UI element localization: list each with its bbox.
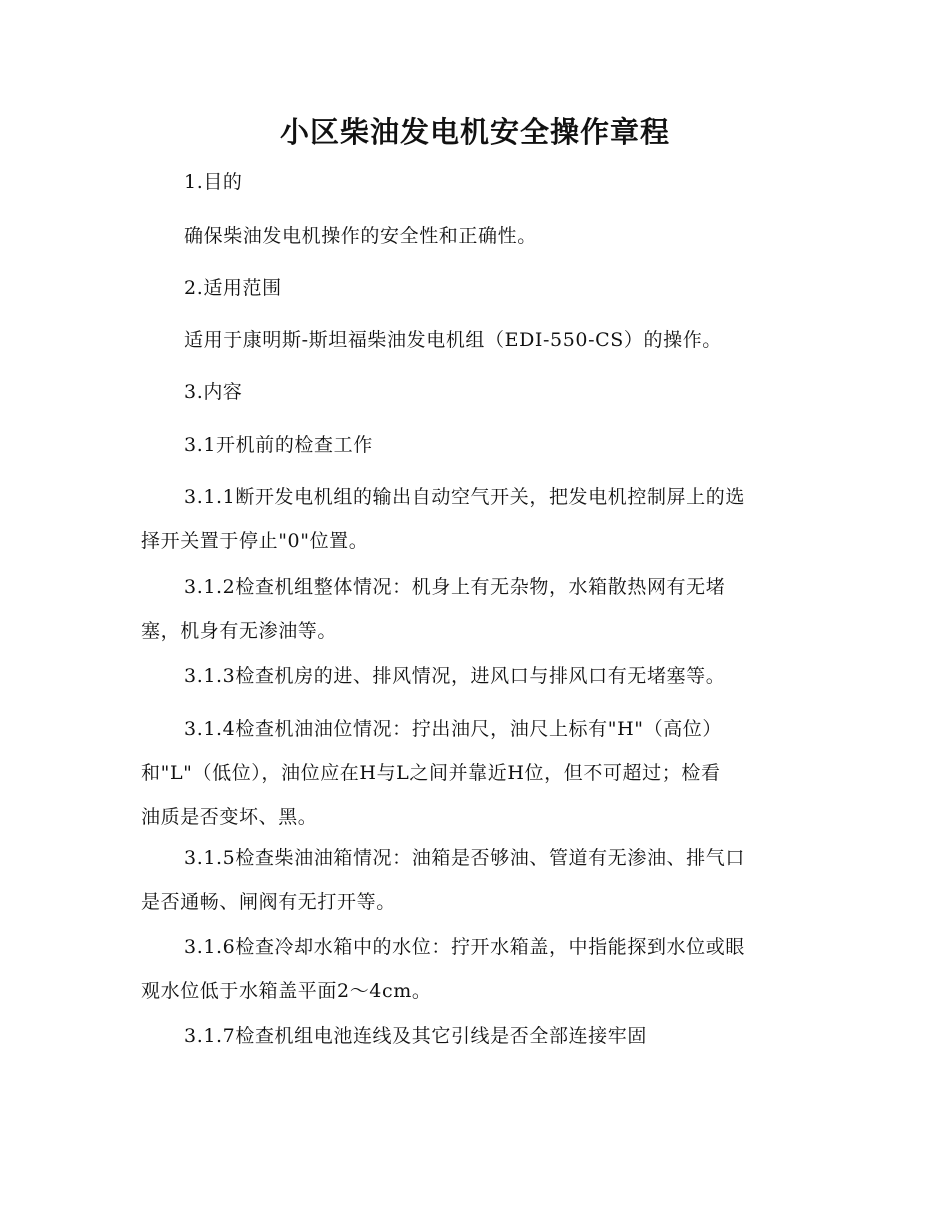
subsection-heading: 3.1开机前的检查工作 bbox=[184, 434, 373, 456]
list-item-line: 3.1.6检查冷却水箱中的水位：拧开水箱盖，中指能探到水位或眼 bbox=[184, 936, 745, 958]
document-title: 小区柴油发电机安全操作章程 bbox=[279, 115, 670, 149]
list-item-3-1-7 bbox=[141, 1014, 811, 1058]
section-content-heading: 3.内容 bbox=[184, 381, 243, 403]
list-item-3-1-1 bbox=[141, 475, 811, 563]
list-item-line: 3.1.3检查机房的进、排风情况，进风口与排风口有无堵塞等。 bbox=[184, 665, 726, 687]
list-item-line: 油质是否变坏、黑。 bbox=[141, 806, 318, 828]
list-item-line: 3.1.1断开发电机组的输出自动空气开关，把发电机控制屏上的选 bbox=[184, 486, 745, 508]
list-item-line: 择开关置于停止"0"位置。 bbox=[141, 530, 369, 552]
section-scope-text: 适用于康明斯-斯坦福柴油发电机组（EDI-550-CS）的操作。 bbox=[184, 329, 722, 351]
section-scope-heading: 2.适用范围 bbox=[184, 277, 282, 299]
list-item-line: 3.1.5检查柴油油箱情况：油箱是否够油、管道有无渗油、排气口 bbox=[184, 847, 745, 869]
list-item-3-1-4 bbox=[141, 707, 811, 839]
list-item-line: 和"L"（低位），油位应在H与L之间并靠近H位，但不可超过；检看 bbox=[141, 762, 721, 784]
list-item-line: 3.1.7检查机组电池连线及其它引线是否全部连接牢固 bbox=[184, 1025, 647, 1047]
list-item-line: 是否通畅、闸阀有无打开等。 bbox=[141, 891, 396, 913]
section-purpose-text: 确保柴油发电机操作的安全性和正确性。 bbox=[184, 225, 537, 247]
list-item-line: 3.1.2检查机组整体情况：机身上有无杂物，水箱散热网有无堵 bbox=[184, 576, 726, 598]
list-item-3-1-5 bbox=[141, 836, 811, 924]
list-item-line: 观水位低于水箱盖平面2～4cm。 bbox=[141, 980, 432, 1002]
list-item-3-1-2 bbox=[141, 565, 811, 653]
list-item-line: 塞，机身有无渗油等。 bbox=[141, 620, 338, 642]
list-item-3-1-3 bbox=[141, 654, 811, 698]
section-purpose-heading: 1.目的 bbox=[184, 171, 243, 193]
list-item-line: 3.1.4检查机油油位情况：拧出油尺，油尺上标有"H"（高位） bbox=[184, 718, 722, 740]
list-item-3-1-6 bbox=[141, 925, 811, 1013]
